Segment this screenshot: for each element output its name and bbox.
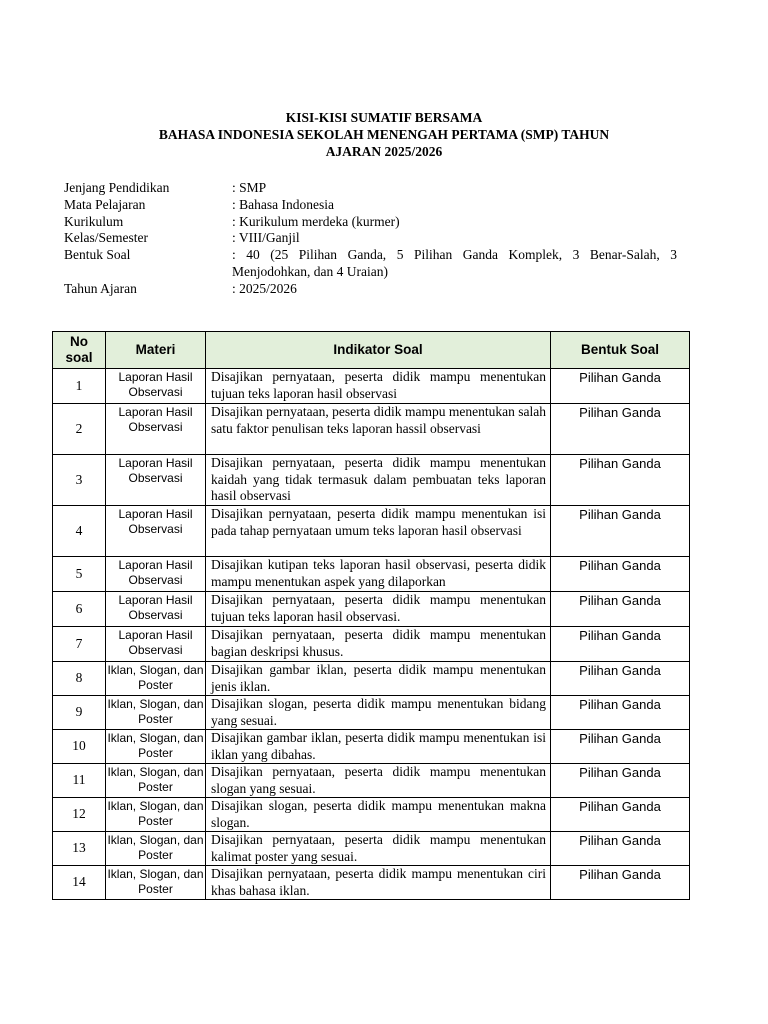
header-bentuk-soal: Bentuk Soal [551,332,690,369]
cell-no: 7 [53,627,106,662]
cell-no: 14 [53,866,106,900]
cell-materi: Laporan Hasil Observasi [106,592,206,627]
table-row [53,455,690,506]
cell-bentuk: Pilihan Ganda [551,404,690,455]
cell-no: 4 [53,506,106,557]
info-label: Tahun Ajaran [64,280,137,296]
cell-bentuk: Pilihan Ganda [551,730,690,764]
cell-bentuk: Pilihan Ganda [551,592,690,627]
cell-no: 1 [53,369,106,404]
table-row [53,404,690,455]
cell-indikator: Disajikan slogan, peserta didik mampu menentukan makna slogan. [206,798,551,832]
cell-bentuk: Pilihan Ganda [551,832,690,866]
cell-no: 9 [53,696,106,730]
table-row [53,592,690,627]
cell-bentuk: Pilihan Ganda [551,662,690,696]
cell-materi: Laporan Hasil Observasi [106,455,206,506]
cell-indikator: Disajikan pernyataan, peserta didik mampu menentukan ciri khas bahasa iklan. [206,866,551,900]
table-header-row [53,332,690,369]
cell-no: 8 [53,662,106,696]
cell-materi: Laporan Hasil Observasi [106,404,206,455]
cell-materi: Iklan, Slogan, dan Poster [106,764,206,798]
cell-bentuk: Pilihan Ganda [551,696,690,730]
cell-materi: Laporan Hasil Observasi [106,627,206,662]
table-row [53,696,690,730]
header-materi: Materi [106,332,206,369]
info-row [64,281,677,298]
cell-indikator: Disajikan slogan, peserta didik mampu menentukan bidang yang sesuai. [206,696,551,730]
cell-bentuk: Pilihan Ganda [551,506,690,557]
title-line-1: KISI-KISI SUMATIF BERSAMA [285,110,483,125]
cell-materi: Laporan Hasil Observasi [106,557,206,592]
title-line-3: AJARAN 2025/2026 [325,144,443,159]
cell-materi: Iklan, Slogan, dan Poster [106,696,206,730]
cell-no: 10 [53,730,106,764]
cell-indikator: Disajikan pernyataan, peserta didik mampu menentukan bagian deskripsi khusus. [206,627,551,662]
cell-no: 2 [53,404,106,455]
info-label: Mata Pelajaran [64,196,146,212]
cell-bentuk: Pilihan Ganda [551,798,690,832]
info-label: Kurikulum [64,213,124,229]
info-label: Jenjang Pendidikan [64,180,170,195]
info-label: Kelas/Semester [64,230,148,246]
kisi-kisi-table [52,331,690,900]
cell-indikator: Disajikan pernyataan, peserta didik mampu menentukan kalimat poster yang sesuai. [206,832,551,866]
cell-indikator: Disajikan pernyataan, peserta didik mampu menentukan salah satu faktor penulisan teks laporan hassil observasi [206,404,551,455]
cell-bentuk: Pilihan Ganda [551,627,690,662]
table-row [53,764,690,798]
info-value: : 2025/2026 [232,280,297,296]
cell-indikator: Disajikan pernyataan, peserta didik mampu menentukan slogan yang sesuai. [206,764,551,798]
cell-indikator: Disajikan pernyataan, peserta didik mampu menentukan isi pada tahap pernyataan umum teks laporan hasil observasi [206,506,551,557]
table-row [53,506,690,557]
cell-indikator: Disajikan gambar iklan, peserta didik mampu menentukan isi iklan yang dibahas. [206,730,551,764]
table-row [53,730,690,764]
info-row [64,180,677,197]
info-value: : VIII/Ganjil [232,230,300,246]
cell-indikator: Disajikan gambar iklan, peserta didik mampu menentukan jenis iklan. [206,662,551,696]
info-block [64,180,677,298]
table-row [53,866,690,900]
cell-no: 11 [53,764,106,798]
cell-bentuk: Pilihan Ganda [551,369,690,404]
info-value: : Bahasa Indonesia [232,196,334,212]
table-row [53,798,690,832]
cell-materi: Iklan, Slogan, dan Poster [106,798,206,832]
cell-indikator: Disajikan kutipan teks laporan hasil observasi, peserta didik mampu menentukan aspek yang dilaporkan [206,557,551,592]
info-label: Bentuk Soal [64,247,131,263]
table-row [53,627,690,662]
cell-no: 5 [53,557,106,592]
cell-indikator: Disajikan pernyataan, peserta didik mampu menentukan tujuan teks laporan hasil observasi [206,369,551,404]
cell-indikator: Disajikan pernyataan, peserta didik mampu menentukan kaidah yang tidak termasuk dalam pembuatan teks laporan hasil observasi [206,455,551,506]
table-row [53,832,690,866]
cell-bentuk: Pilihan Ganda [551,557,690,592]
cell-materi: Iklan, Slogan, dan Poster [106,866,206,900]
info-row [64,197,677,214]
table-row [53,662,690,696]
cell-materi: Iklan, Slogan, dan Poster [106,730,206,764]
header-indikator-soal: Indikator Soal [206,332,551,369]
cell-materi: Laporan Hasil Observasi [106,506,206,557]
cell-materi: Laporan Hasil Observasi [106,369,206,404]
info-row [64,247,677,281]
cell-bentuk: Pilihan Ganda [551,455,690,506]
cell-no: 3 [53,455,106,506]
header-no-soal-label: No soal [65,334,93,365]
cell-no: 6 [53,592,106,627]
info-row [64,230,677,247]
info-row [64,214,677,231]
cell-no: 13 [53,832,106,866]
info-value: : 40 (25 Pilihan Ganda, 5 Pilihan Ganda Komplek, 3 Benar-Salah, 3 Menjodohkan, dan 4 Uraian) [232,247,677,279]
cell-bentuk: Pilihan Ganda [551,764,690,798]
table-row [53,557,690,592]
info-value: : SMP [232,180,267,195]
title-line-2: BAHASA INDONESIA SEKOLAH MENENGAH PERTAMA (SMP) TAHUN [158,127,610,142]
header-no-soal [53,332,106,369]
cell-materi: Iklan, Slogan, dan Poster [106,832,206,866]
info-value: : Kurikulum merdeka (kurmer) [232,213,400,229]
cell-bentuk: Pilihan Ganda [551,866,690,900]
cell-no: 12 [53,798,106,832]
cell-materi: Iklan, Slogan, dan Poster [106,662,206,696]
cell-indikator: Disajikan pernyataan, peserta didik mampu menentukan tujuan teks laporan hasil observasi. [206,592,551,627]
table-row [53,369,690,404]
